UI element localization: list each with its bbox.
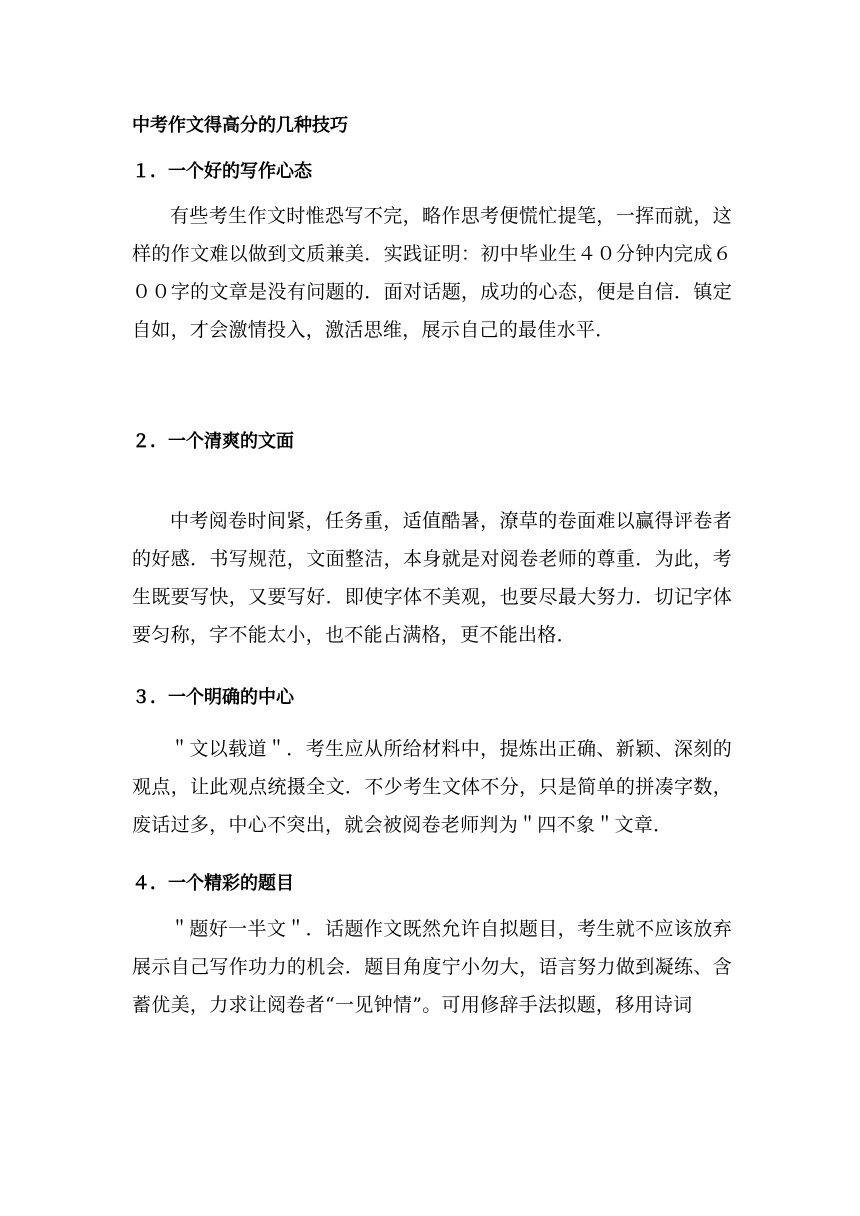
section-paragraph-3: ＂文以载道＂．考生应从所给材料中，提炼出正确、新颖、深刻的观点，让此观点统摄全文．不少考生文体不分，只是简单的拼凑字数，废话过多，中心不突出，就会被阅卷老师判为＂四不象＂文章．	[132, 738, 732, 836]
section-paragraph-4: ＂题好一半文＂．话题作文既然允许自拟题目，考生就不应该放弃展示自己写作功力的机会．题目角度宁小勿大，语言努力做到凝练、含蓄优美，力求让阅卷者“一见钟情”。可用修辞手法拟题，移用诗词	[132, 918, 732, 1016]
section-paragraph-1: 有些考生作文时惟恐写不完，略作思考便慌忙提笔，一挥而就，这样的作文难以做到文质兼美．实践证明：初中毕业生４０分钟内完成６００字的文章是没有问题的．面对话题，成功的心态，便是自信．镇定自如，才会激情投入，激活思维，展示自己的最佳水平．	[132, 205, 732, 341]
section-heading-2: ２．一个清爽的文面	[132, 431, 294, 452]
section-heading-4: ４．一个精彩的题目	[132, 873, 294, 894]
document-title: 中考作文得高分的几种技巧	[132, 115, 348, 136]
section-heading-3: ３．一个明确的中心	[132, 687, 294, 708]
section-paragraph-2: 中考阅卷时间紧，任务重，适值酷暑，潦草的卷面难以赢得评卷者的好感．书写规范，文面整洁，本身就是对阅卷老师的尊重．为此，考生既要写快，又要写好．即使字体不美观，也要尽最大努力．切记字体要匀称，字不能太小，也不能占满格，更不能出格．	[132, 510, 732, 646]
section-heading-1: １．一个好的写作心态	[132, 161, 312, 182]
